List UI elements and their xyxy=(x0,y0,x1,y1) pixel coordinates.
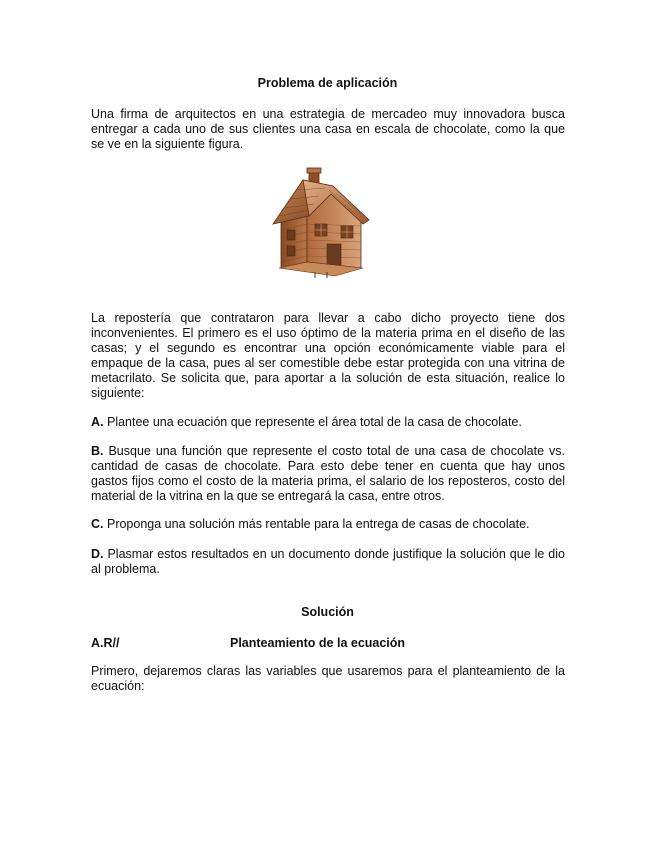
item-letter: C. xyxy=(91,517,104,531)
list-item-d xyxy=(91,547,565,577)
item-text: Plantee una ecuación que represente el área total de la casa de chocolate. xyxy=(106,415,522,429)
item-letter: B. xyxy=(91,444,104,458)
item-letter: A. xyxy=(91,415,104,429)
item-text: Busque una función que represente el costo total de una casa de chocolate vs. cantidad de casas de chocolate. Para esto debe tener en cuenta que hay unos gastos fijos como el costo de la materia prima, el salario de los reposteros, costo del material de la vitrina en la que se entregará la casa, entre otros. xyxy=(91,444,565,503)
item-text: Plasmar estos resultados en un documento donde justifique la solución que le dio al problema. xyxy=(91,547,565,576)
body-paragraph: La repostería que contrataron para llevar a cabo dicho proyecto tiene dos inconvenientes. El primero es el uso óptimo de la materia prima en el diseño de las casas; y el segundo es encontrar una opción económicamente viable para el empaque de la casa, pues al ser comestible debe estar protegida con una vitrina de metacrilato. Se solicita que, para aportar a la solución de esta situación, realice lo siguiente: xyxy=(91,311,565,400)
chocolate-house-drawing xyxy=(269,164,373,280)
closing-paragraph: Primero, dejaremos claras las variables que usaremos para el planteamiento de la ecuación: xyxy=(91,664,565,693)
list-item-a xyxy=(91,415,565,430)
solution-title: Solución xyxy=(301,605,354,619)
list-item-b xyxy=(91,444,565,504)
item-text: Proponga una solución más rentable para la entrega de casas de chocolate. xyxy=(106,517,530,531)
answer-label: A.R// xyxy=(91,636,120,650)
item-letter: D. xyxy=(91,547,104,561)
list-item-c xyxy=(91,517,565,532)
intro-paragraph: Una firma de arquitectos en una estrategia de mercadeo muy innovadora busca entregar a cada uno de sus clientes una casa en escala de chocolate, como la que se ve en la siguiente figura. xyxy=(91,107,565,151)
answer-heading: Planteamiento de la ecuación xyxy=(230,636,406,650)
chocolate-house-image xyxy=(269,164,373,280)
page-title: Problema de aplicación xyxy=(257,76,398,90)
